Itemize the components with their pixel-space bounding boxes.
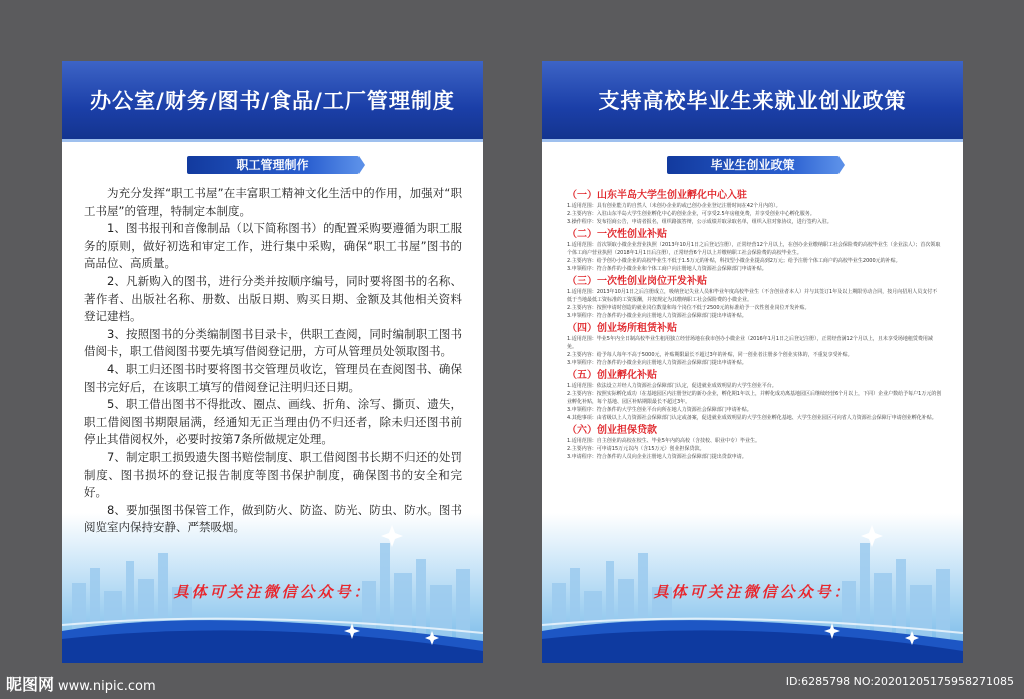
section-line: 2.主要内容：按照实际孵化成功（在基地园区内注册登记的新办企业，孵化期1年以上，并孵化成功离基地园区后继续经营6个月以上，下同）企业户数给予每户1万元的创业孵化补贴，每个基地、园区补贴期限最长不超过3年。 [567, 391, 942, 405]
section-line: 3.申请程序：符合条件的人员向企业注册地人力资源社会保障部门提出贷款申请。 [567, 454, 747, 460]
policy-section [567, 322, 942, 367]
section-title: （四）创业场所租赁补贴 [567, 323, 677, 334]
section-line: 1.适用范围：毕业5年内全日制高校毕业生租用独立经营场地在我市创办小微企业（2016年1月1日之后登记注册），正常经营满12个月以上，且未享受场地租赁费用减免。 [567, 336, 933, 350]
policy-section [567, 228, 942, 273]
section-title: （二）一次性创业补贴 [567, 229, 667, 240]
section-title: （一）山东半岛大学生创业孵化中心入驻 [567, 190, 747, 201]
section-line: 2.主要内容：给予创办小微企业的高校毕业生不低于1.5万元的补贴，科技型小微企业提高到2万元；给予注册个体工商户的高校毕业生2000元的补贴。 [567, 258, 901, 264]
left-body-text [84, 185, 462, 537]
section-line: 4.其他事项：由省级以上人力资源社会保障部门认定或备案，促进就业成效明显的大学生创业孵化基地、大学生创业园区可向省人力资源社会保障厅申请创业孵化补贴。 [567, 415, 937, 421]
right-poster-title: 支持高校毕业生来就业创业政策 [542, 61, 963, 139]
section-title: （五）创业孵化补贴 [567, 370, 657, 381]
policy-section [567, 189, 942, 226]
rule-4: 4、职工归还图书时要将图书交管理员收讫，管理员在查阅图书、确保图书完好后，在该职工填写的借阅登记注明归还日期。 [84, 361, 462, 394]
policy-section [567, 424, 942, 461]
section-title: （六）创业担保贷款 [567, 425, 657, 436]
section-line: 3.申领程序：符合条件的小微企业向注册地人力资源社会保障部门提出申请补贴。 [567, 360, 747, 366]
left-poster-title: 办公室/财务/图书/食品/工厂管理制度 [62, 61, 483, 139]
section-line: 2.主要内容：给予每人每年不高于5000元，补贴期限最长不超过3年的补贴，同一创业者注册多个创业实体的，不重复享受补贴。 [567, 352, 853, 358]
header-divider [542, 139, 963, 142]
header-divider [62, 139, 483, 142]
image-id-watermark: ID:6285798 NO:20201205175958271085 [785, 675, 1014, 688]
wechat-notice: 具体可关注微信公众号： [173, 583, 372, 601]
section-title: （三）一次性创业岗位开发补贴 [567, 276, 707, 287]
intro-paragraph: 为充分发挥“职工书屋”在丰富职工精神文化生活中的作用，加强对“职工书屋”的管理，特制定本制度。 [84, 186, 462, 218]
section-line: 1.适用范围：2013年10月1日之后注册成立，吸纳登记失业人员和毕业年度高校毕业生（不含创业者本人）并与其签订1年及以上期限劳动合同，按月向招用人员支付不低于当地最低工资标准的工资报酬，并按规定为其缴纳职工社会保险费的小微企业。 [567, 289, 938, 303]
left-poster [62, 61, 483, 663]
rule-2: 2、凡新购入的图书，进行分类并按顺序编号，同时要将图书的名称、著作者、出版社名称、册数、出版日期、购买日期、金额及其他相关资料登记建档。 [84, 273, 462, 324]
policy-section [567, 369, 942, 422]
section-line: 1.适用范围：依法设立并经人力资源社会保障部门认定，促进就业成效明显的大学生创业平台。 [567, 383, 777, 389]
site-url: www.nipic.com [58, 679, 156, 694]
site-name: 昵图网 [6, 675, 55, 694]
section-line: 2.主要内容：按照申请时创造的就业岗位数量和每个岗位不低于2500元的标准给予一次性创业岗位开发补贴。 [567, 305, 810, 311]
policy-section [567, 275, 942, 320]
site-watermark [6, 672, 156, 695]
section-line: 3.申领程序：符合条件的小微企业向注册地人力资源社会保障部门提出申请补贴。 [567, 313, 747, 319]
rule-1: 1、图书报刊和音像制品（以下简称图书）的配置采购要遵循为职工服务的原则，做好初选和审定工作，进行集中采购，确保“职工书屋”图书的高品位、高质量。 [84, 221, 462, 271]
rule-3: 3、按照图书的分类编制图书目录卡，供职工查阅，同时编制职工图书借阅卡，职工借阅图书要先填写借阅登记册，方可从管理员处领取图书。 [84, 326, 462, 359]
left-section-banner: 职工管理制作 [187, 156, 359, 174]
section-line: 2.主要内容：入驻山东半岛大学生创业孵化中心的创业企业，可享受2.5年房租免费，并享受创业中心孵化服务。 [567, 211, 815, 217]
section-line: 3.操作程序：发布招商公告，申请者报名，组织路演答辩，公示成绩并取录取名单，组织入驻对象协议，进行签约入驻。 [567, 219, 832, 225]
right-body-text [567, 187, 942, 461]
rule-7: 7、制定职工损毁遗失图书赔偿制度、职工借阅图书长期不归还的处罚制度、图书损坏的登记报告制度等图书保护制度，确保图书的安全和完好。 [84, 449, 462, 500]
section-line: 3.申领程序：符合条件的大学生创业平台向所在地人力资源社会保障部门申请补贴。 [567, 407, 752, 413]
section-line: 1.适用范围：具有创业能力的自然人（未创办企业的或已创办企业登记注册时间在42个月内的）。 [567, 203, 781, 209]
section-line: 1.适用范围：自主创业的高校在校生、毕业5年内的高校（含技校、职业中专）毕业生。 [567, 438, 760, 444]
rule-5: 5、职工借出图书不得批改、圈点、画线、折角、涂写、撕页、遗失，职工借阅图书期限届满，经通知无正当理由仍不归还者，除未归还图书前停止其借阅权外，必要时按第7条所做规定处理。 [84, 397, 462, 447]
section-line: 3.申领程序：符合条件的小微企业和个体工商户向注册地人力资源社会保障部门申请补贴。 [567, 266, 767, 272]
section-line: 2.主要内容：可申请15万元以内（含15万元）创业担保贷款。 [567, 446, 705, 452]
section-line: 1.适用范围：首次领取小微企业营业执照（2013年10月1日之后登记注册），正常经营12个月以上，在创办企业缴纳职工社会保险费的高校毕业生（企业法人）；首次领取个体工商户营业执照（2018年1月1日后注册），正常经营6个月以上并缴纳职工社会保险费的高校毕业生。 [567, 242, 941, 256]
rule-8: 8、要加强图书保管工作，做到防火、防盗、防光、防虫、防水。图书阅览室内保持安静、严禁吸烟。 [84, 502, 462, 535]
wechat-notice: 具体可关注微信公众号： [653, 583, 852, 601]
right-section-banner: 毕业生创业政策 [667, 156, 839, 174]
right-poster [542, 61, 963, 663]
